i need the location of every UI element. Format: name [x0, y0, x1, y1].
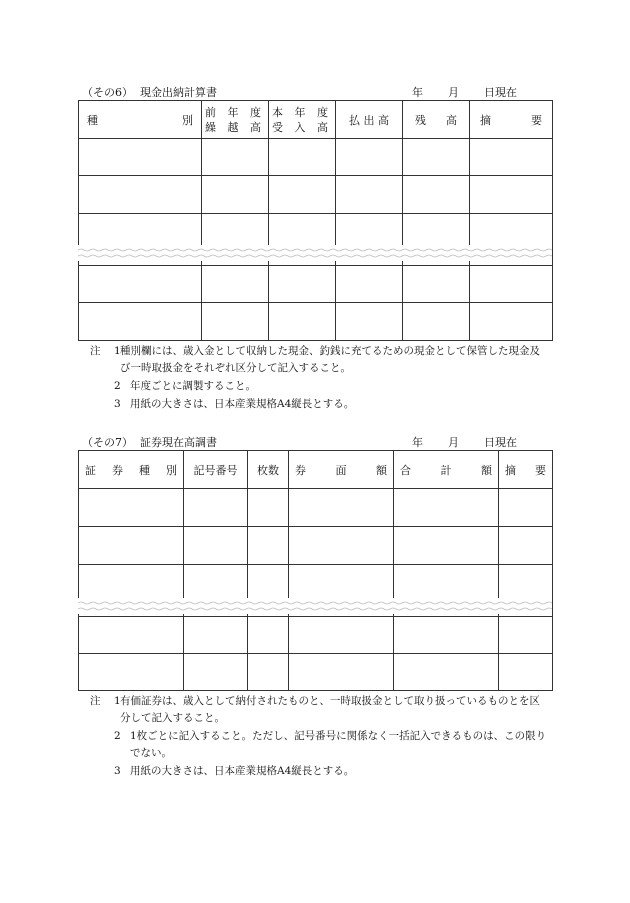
note-number: 2: [114, 380, 121, 392]
section7-date-year: 年: [412, 436, 423, 449]
note-item: [90, 343, 550, 377]
table-cell[interactable]: [269, 176, 336, 214]
note-item: [90, 378, 550, 395]
table-cell[interactable]: [79, 176, 202, 214]
table-cell[interactable]: [470, 303, 553, 341]
table-cell[interactable]: [394, 527, 499, 565]
table-row: [79, 303, 553, 341]
header-total-amount: 合 計 額: [394, 451, 499, 489]
section6-heading: [82, 84, 552, 98]
table-cell[interactable]: [269, 266, 336, 303]
table-cell[interactable]: [336, 176, 403, 214]
section6-notes: [90, 343, 550, 413]
section7-title: 証券現在高調書: [140, 436, 217, 449]
table-cell[interactable]: [394, 489, 499, 527]
table-row: [79, 654, 553, 691]
table-cell[interactable]: [79, 654, 184, 691]
note-number: 2: [114, 730, 121, 742]
note-number: 1: [114, 345, 121, 357]
section6-date-month: 月: [448, 86, 459, 99]
header-serial-number: 記号番号: [184, 451, 248, 489]
table-cell[interactable]: [269, 139, 336, 176]
table-cell[interactable]: [499, 527, 553, 565]
table-cell[interactable]: [403, 303, 470, 341]
table-row: [79, 489, 553, 527]
table-cell[interactable]: [184, 654, 248, 691]
section7-notes: [90, 693, 550, 780]
table-cell[interactable]: [289, 654, 394, 691]
note-number: 1: [114, 695, 121, 707]
table-cell[interactable]: [289, 527, 394, 565]
section7-heading: [82, 434, 552, 448]
table-cell[interactable]: [403, 266, 470, 303]
header-remarks: 摘 要: [499, 451, 553, 489]
table-cell[interactable]: [289, 617, 394, 654]
section7-number: （その7）: [82, 436, 133, 449]
table-break-mark: [78, 598, 552, 614]
table-cell[interactable]: [336, 266, 403, 303]
table-break-mark: [78, 245, 552, 261]
table-cell[interactable]: [248, 527, 289, 565]
table-row: [79, 139, 553, 176]
section6-title: 現金出納計算書: [140, 86, 217, 99]
header-prev-year-carryover: 前 年 度 繰 越 高: [202, 101, 269, 139]
section7-date-day: 日現在: [484, 436, 517, 449]
table-cell[interactable]: [336, 303, 403, 341]
table-cell[interactable]: [79, 266, 202, 303]
section6-number: （その6）: [82, 86, 133, 99]
table-row: [79, 266, 553, 303]
note-item: [90, 763, 550, 780]
table-cell[interactable]: [394, 617, 499, 654]
note-lead: 注: [90, 695, 101, 707]
table-row: [79, 617, 553, 654]
table-cell[interactable]: [202, 139, 269, 176]
header-face-value: 券 面 額: [289, 451, 394, 489]
header-paid-out: 払 出 高: [336, 101, 403, 139]
note-number: 3: [114, 398, 121, 410]
table-cell[interactable]: [289, 489, 394, 527]
table-row: [79, 176, 553, 214]
table-cell[interactable]: [403, 139, 470, 176]
table-cell[interactable]: [202, 176, 269, 214]
table-cell[interactable]: [79, 527, 184, 565]
table-cell[interactable]: [269, 303, 336, 341]
section7-date-month: 月: [448, 436, 459, 449]
note-item: [90, 396, 550, 413]
note-text: 種別欄には、歳入金として収納した現金、釣銭に充てるための現金として保管した現金及び一時取扱金をそれぞれ区分して記入すること。: [120, 345, 540, 374]
note-item: [90, 693, 550, 727]
cash-statement-table: [78, 100, 553, 341]
table-row: [79, 527, 553, 565]
table-cell[interactable]: [184, 489, 248, 527]
table-cell[interactable]: [248, 654, 289, 691]
note-text: 用紙の大きさは、日本産業規格A4縦長とする。: [130, 398, 355, 410]
note-text: 有価証券は、歳入として納付されたものと、一時取扱金として取り扱っているものとを区分して記入すること。: [120, 695, 540, 724]
table-cell[interactable]: [184, 527, 248, 565]
table-cell[interactable]: [79, 139, 202, 176]
header-type: 種 別: [79, 101, 202, 139]
securities-balance-table: [78, 450, 553, 691]
table-header-row: [79, 101, 553, 139]
table-cell[interactable]: [248, 489, 289, 527]
section6-date-year: 年: [412, 86, 423, 99]
note-lead: 注: [90, 345, 101, 357]
table-cell[interactable]: [202, 266, 269, 303]
header-current-year-received: 本 年 度 受 入 高: [269, 101, 336, 139]
header-count: 枚数: [248, 451, 289, 489]
header-securities-type: 証 券 種 別: [79, 451, 184, 489]
table-cell[interactable]: [403, 176, 470, 214]
table-cell[interactable]: [499, 489, 553, 527]
table-cell[interactable]: [499, 617, 553, 654]
table-cell[interactable]: [394, 654, 499, 691]
note-text: 用紙の大きさは、日本産業規格A4縦長とする。: [130, 765, 355, 777]
note-text: 年度ごとに調製すること。: [130, 380, 256, 392]
table-cell[interactable]: [79, 303, 202, 341]
table-cell[interactable]: [248, 617, 289, 654]
table-header-row: [79, 451, 553, 489]
table-cell[interactable]: [202, 303, 269, 341]
table-cell[interactable]: [499, 654, 553, 691]
section6-date-day: 日現在: [484, 86, 517, 99]
header-balance: 残 高: [403, 101, 470, 139]
table-cell[interactable]: [79, 489, 184, 527]
table-cell[interactable]: [336, 139, 403, 176]
note-item: [90, 728, 550, 762]
table-cell[interactable]: [184, 617, 248, 654]
table-cell[interactable]: [470, 266, 553, 303]
table-cell[interactable]: [79, 617, 184, 654]
table-cell[interactable]: [470, 176, 553, 214]
table-cell[interactable]: [470, 139, 553, 176]
header-remarks: 摘 要: [470, 101, 553, 139]
note-number: 3: [114, 765, 121, 777]
note-text: 1枚ごとに記入すること。ただし、記号番号に関係なく一括記入できるものは、この限りでない。: [130, 730, 547, 759]
